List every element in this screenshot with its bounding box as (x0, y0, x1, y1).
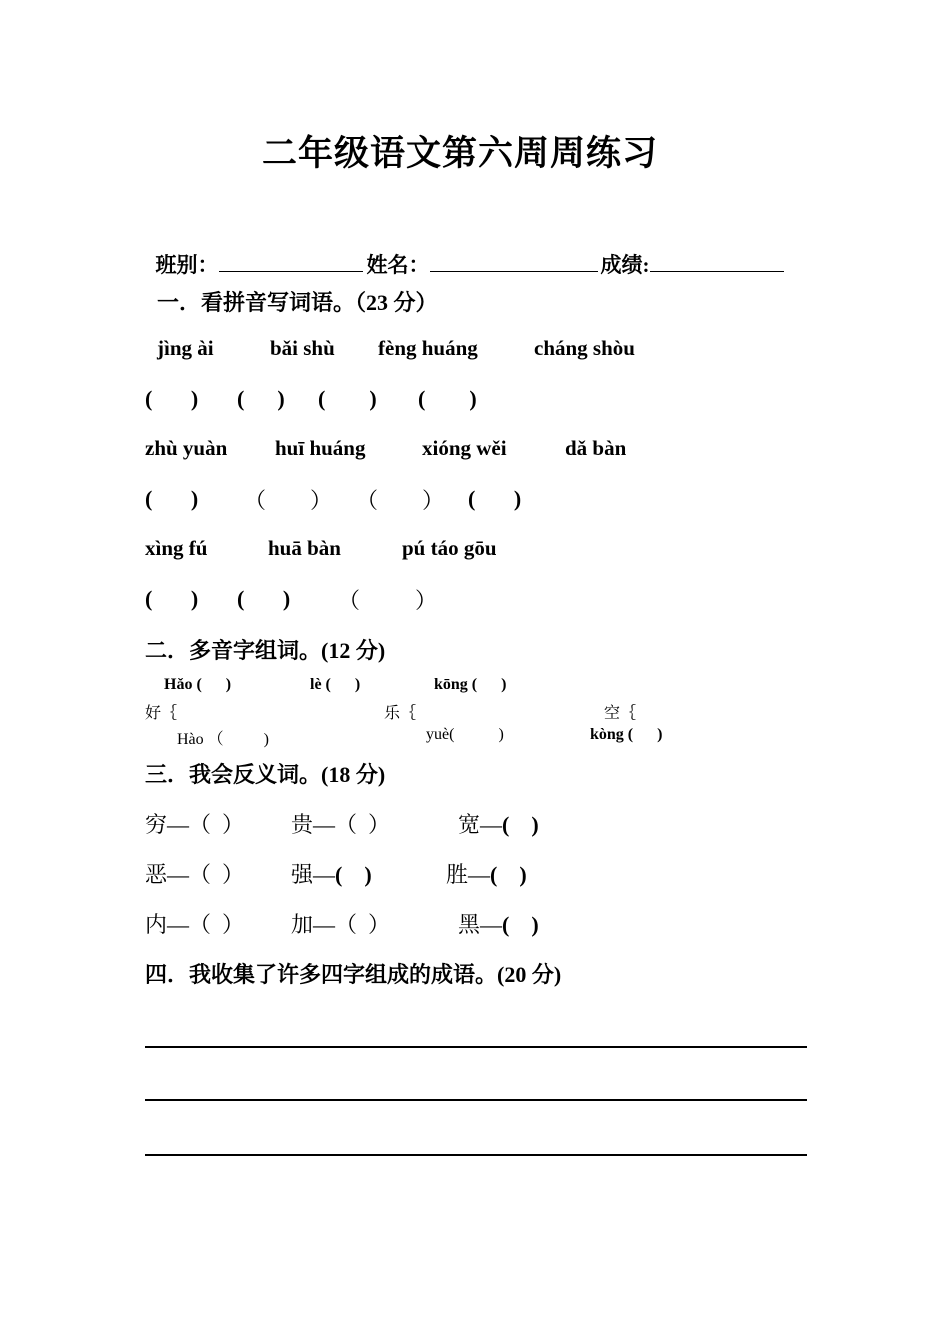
antonym-word: 恶— (145, 862, 190, 887)
answer-box[interactable]: （ ） (244, 488, 333, 513)
polyphone-pinyin: lè ( (310, 676, 331, 693)
class-field[interactable] (145, 224, 363, 279)
pinyin-item: xióng wěi (422, 436, 507, 460)
polyphone-pinyin: kōng ( (434, 676, 478, 693)
writing-line[interactable] (145, 1099, 807, 1101)
answer-box[interactable]: ( ) (237, 386, 285, 411)
section-4-heading: 四．我收集了许多四字组成的成语。(20 分) (145, 962, 562, 987)
polyphone-pinyin: Hào （ (177, 731, 224, 748)
name-blank[interactable] (430, 251, 598, 272)
pinyin-item: bǎi shù (270, 336, 335, 360)
antonym-word: 穷— (145, 812, 190, 837)
antonym-item (291, 808, 390, 839)
answer-box[interactable]: ( ) (418, 386, 477, 411)
pinyin-item: dǎ bàn (565, 436, 627, 460)
answer-box[interactable]: ( ) (490, 862, 527, 887)
class-blank[interactable] (219, 251, 363, 272)
section-2-heading: 二．多音字组词。(12 分) (145, 638, 386, 663)
polyphone-char: 空｛ (604, 705, 637, 722)
answer-box[interactable]: ) (633, 726, 663, 743)
polyphone-bottom (177, 726, 269, 749)
answer-box[interactable]: ( ) (468, 486, 522, 511)
antonym-item (145, 858, 244, 889)
name-field[interactable] (356, 224, 598, 279)
class-label: 班别： (155, 253, 219, 277)
polyphone-bottom (426, 726, 504, 744)
antonym-word: 黑— (458, 912, 503, 937)
answer-box[interactable]: （ ） (356, 488, 445, 513)
antonym-item (291, 908, 390, 939)
answer-box[interactable]: （ ） (189, 862, 245, 887)
score-label: 成绩: (600, 253, 650, 277)
antonym-word: 胜— (446, 862, 491, 887)
page-title: 二年级语文第六周周练习 (261, 134, 658, 173)
polyphone-char: 好｛ (145, 705, 178, 722)
score-field[interactable] (590, 224, 784, 279)
answer-box[interactable]: ( ) (237, 586, 291, 611)
polyphone-bottom (590, 726, 662, 744)
antonym-item (291, 858, 372, 889)
antonym-word: 贵— (291, 812, 336, 837)
pinyin-item: pú táo gōu (402, 536, 497, 560)
antonym-item (458, 908, 539, 939)
pinyin-item: zhù yuàn (145, 436, 228, 460)
answer-box[interactable]: ( ) (335, 862, 372, 887)
answer-box[interactable]: ( ) (502, 912, 539, 937)
polyphone-pinyin: kòng ( (590, 726, 634, 743)
answer-box[interactable]: ) (223, 731, 269, 748)
answer-box[interactable]: ( ) (502, 812, 539, 837)
polyphone-char: 乐｛ (384, 705, 417, 722)
pinyin-item: xìng fú (145, 536, 208, 560)
answer-box[interactable]: （ ） (189, 912, 245, 937)
answer-box[interactable]: ) (477, 676, 507, 693)
answer-box[interactable]: （ ） (335, 912, 391, 937)
polyphone-top (434, 676, 506, 694)
antonym-word: 强— (291, 862, 336, 887)
answer-box[interactable]: ) (330, 676, 361, 693)
answer-box[interactable]: ( ) (318, 386, 377, 411)
answer-box[interactable]: （ ） (335, 812, 391, 837)
polyphone-top (164, 676, 231, 694)
name-label: 姓名： (366, 253, 430, 277)
answer-box[interactable]: ( ) (145, 486, 199, 511)
answer-box[interactable]: ) (201, 676, 232, 693)
antonym-word: 加— (291, 912, 336, 937)
antonym-word: 宽— (458, 812, 503, 837)
answer-box[interactable]: ( ) (145, 386, 199, 411)
answer-box[interactable]: （ ） (338, 588, 438, 613)
writing-line[interactable] (145, 1046, 807, 1048)
pinyin-item: cháng shòu (534, 336, 635, 360)
pinyin-item: jìng ài (157, 336, 214, 360)
pinyin-item: fèng huáng (378, 336, 478, 360)
antonym-item (446, 858, 527, 889)
answer-box[interactable]: （ ） (189, 812, 245, 837)
antonym-item (458, 808, 539, 839)
pinyin-item: huī huáng (275, 436, 366, 460)
score-blank[interactable] (650, 251, 784, 272)
section-1-heading: 一．看拼音写词语。（23 分） (157, 290, 438, 315)
polyphone-pinyin: Hǎo ( (164, 676, 202, 693)
section-3-heading: 三．我会反义词。(18 分) (145, 762, 386, 787)
answer-box[interactable]: ) (454, 726, 504, 743)
writing-line[interactable] (145, 1154, 807, 1156)
antonym-word: 内— (145, 912, 190, 937)
answer-box[interactable]: ( ) (145, 586, 199, 611)
antonym-item (145, 908, 244, 939)
pinyin-item: huā bàn (268, 536, 341, 560)
polyphone-top (310, 676, 360, 694)
polyphone-pinyin: yuè( (426, 726, 455, 743)
antonym-item (145, 808, 244, 839)
